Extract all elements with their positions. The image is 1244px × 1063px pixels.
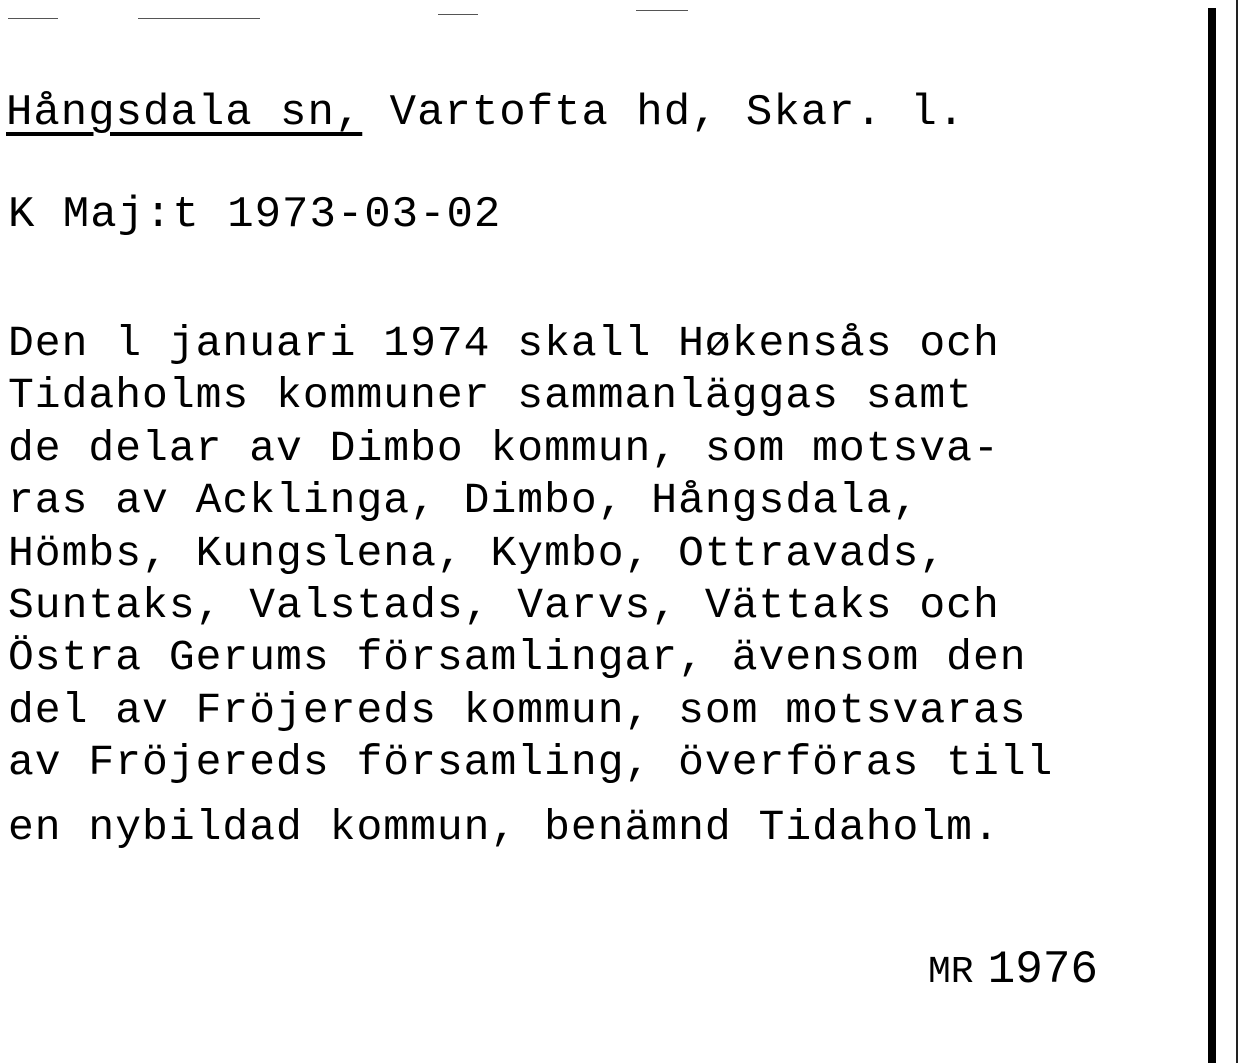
signature (928, 944, 1098, 996)
decision-date: K Maj:t 1973-03-02 (8, 190, 502, 240)
body-line: ras av Acklinga, Dimbo, Hångsdala, (8, 476, 920, 526)
signature-year: 1976 (987, 944, 1099, 996)
body-line: Tidaholms kommuner sammanläggas samt (8, 371, 973, 421)
body-line: Suntaks, Valstads, Varvs, Vättaks och (8, 580, 1000, 630)
body-line: Den l januari 1974 skall Høkensås och (8, 319, 1000, 368)
district-county: Vartofta hd, Skar. l. (362, 88, 966, 138)
card-heading (6, 88, 965, 138)
scan-artifact (8, 18, 58, 19)
scan-artifact (438, 14, 478, 15)
card-outer-edge (1236, 0, 1238, 1063)
body-line: del av Fröjereds kommun, som motsvaras (8, 685, 1027, 735)
signature-initials: MR (928, 951, 974, 994)
body-line: de delar av Dimbo kommun, som motsva- (8, 423, 1000, 473)
scan-artifact (636, 10, 688, 11)
body-line: en nybildad kommun, benämnd Tidaholm. (8, 802, 1000, 852)
card-right-border (1208, 8, 1216, 1063)
body-line: av Fröjereds församling, överföras till (8, 738, 1054, 788)
body-line: Hömbs, Kungslena, Kymbo, Ottravads, (8, 528, 947, 578)
card-body-text (8, 318, 1203, 854)
parish-name: Hångsdala sn, (6, 88, 363, 138)
body-line: Östra Gerums församlingar, ävensom den (8, 633, 1027, 683)
scan-artifact (138, 18, 260, 19)
